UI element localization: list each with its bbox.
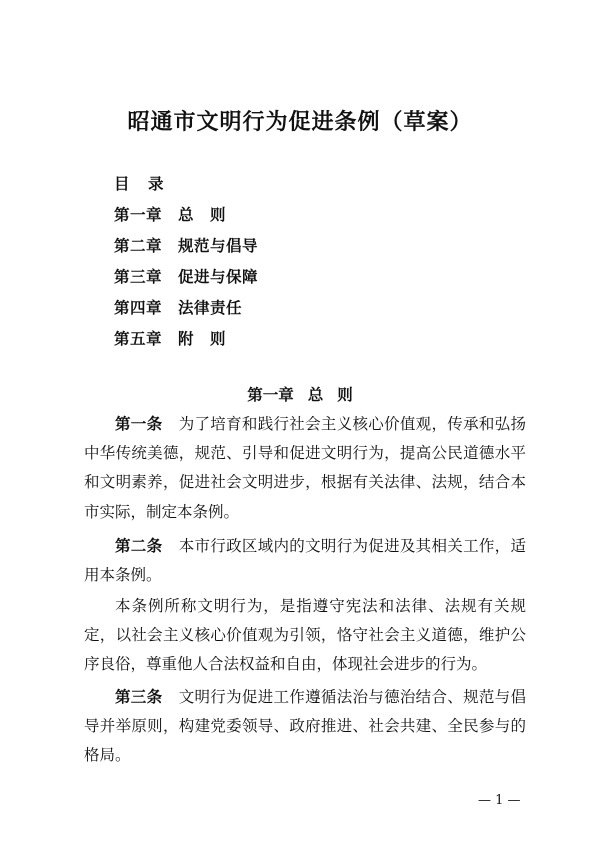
- article-text: 为了培育和践行社会主义核心价值观，传承和弘扬中华传统美德，规范、引导和促进文明行为，提高公民道德水平和文明素养，促进社会文明进步，根据有关法律、法规，结合本市实际，制定本条例。: [84, 415, 526, 521]
- toc-chapter-name-char-2: 则: [210, 206, 227, 224]
- chapter-heading-char-2: 则: [337, 386, 353, 404]
- article-1: [84, 410, 526, 527]
- toc-chapter-name-char-1: 附: [178, 330, 195, 348]
- toc-chapter-name-char-2: 则: [210, 330, 227, 348]
- toc-chapter-name: 促进与保障: [178, 268, 259, 286]
- page-number: — 1 —: [478, 793, 521, 808]
- toc-chapter-number: 第一章: [114, 206, 163, 224]
- toc-heading-char-1: 目: [114, 175, 131, 193]
- article-2: [84, 532, 526, 590]
- toc-item-chapter-2: [114, 234, 258, 256]
- toc-chapter-name: 法律责任: [178, 299, 243, 317]
- toc-chapter-name-char-1: 总: [178, 206, 195, 224]
- article-label: 第一条: [115, 415, 163, 433]
- article-3: [84, 683, 526, 771]
- article-text: 文明行为促进工作遵循法治与德治结合、规范与倡导并举原则，构建党委领导、政府推进、社会共建、全民参与的格局。: [84, 688, 526, 765]
- article-text: 本条例所称文明行为，是指遵守宪法和法律、法规有关规定，以社会主义核心价值观为引领，恪守社会主义道德，维护公序良俗，尊重他人合法权益和自由，体现社会进步的行为。: [84, 597, 526, 674]
- toc-chapter-number: 第五章: [114, 330, 163, 348]
- chapter-1-heading: [0, 383, 600, 405]
- article-label: 第三条: [115, 688, 163, 706]
- toc-chapter-number: 第三章: [114, 268, 163, 286]
- article-2-paragraph-2: [84, 592, 526, 680]
- toc-chapter-number: 第四章: [114, 299, 163, 317]
- toc-item-chapter-4: [114, 296, 242, 318]
- article-text: 本市行政区域内的文明行为促进及其相关工作，适用本条例。: [84, 537, 526, 585]
- toc-item-chapter-3: [114, 265, 258, 287]
- toc-chapter-name: 规范与倡导: [178, 237, 259, 255]
- article-label: 第二条: [115, 537, 163, 555]
- chapter-heading-char-1: 总: [307, 386, 324, 404]
- toc-chapter-number: 第二章: [114, 237, 163, 255]
- toc-heading: [114, 172, 164, 194]
- toc-heading-char-2: 录: [148, 175, 165, 193]
- document-title: 昭通市文明行为促进条例（草案）: [127, 109, 473, 135]
- chapter-heading-number: 第一章: [247, 386, 294, 404]
- toc-item-chapter-5: [114, 327, 226, 349]
- toc-item-chapter-1: [114, 203, 226, 225]
